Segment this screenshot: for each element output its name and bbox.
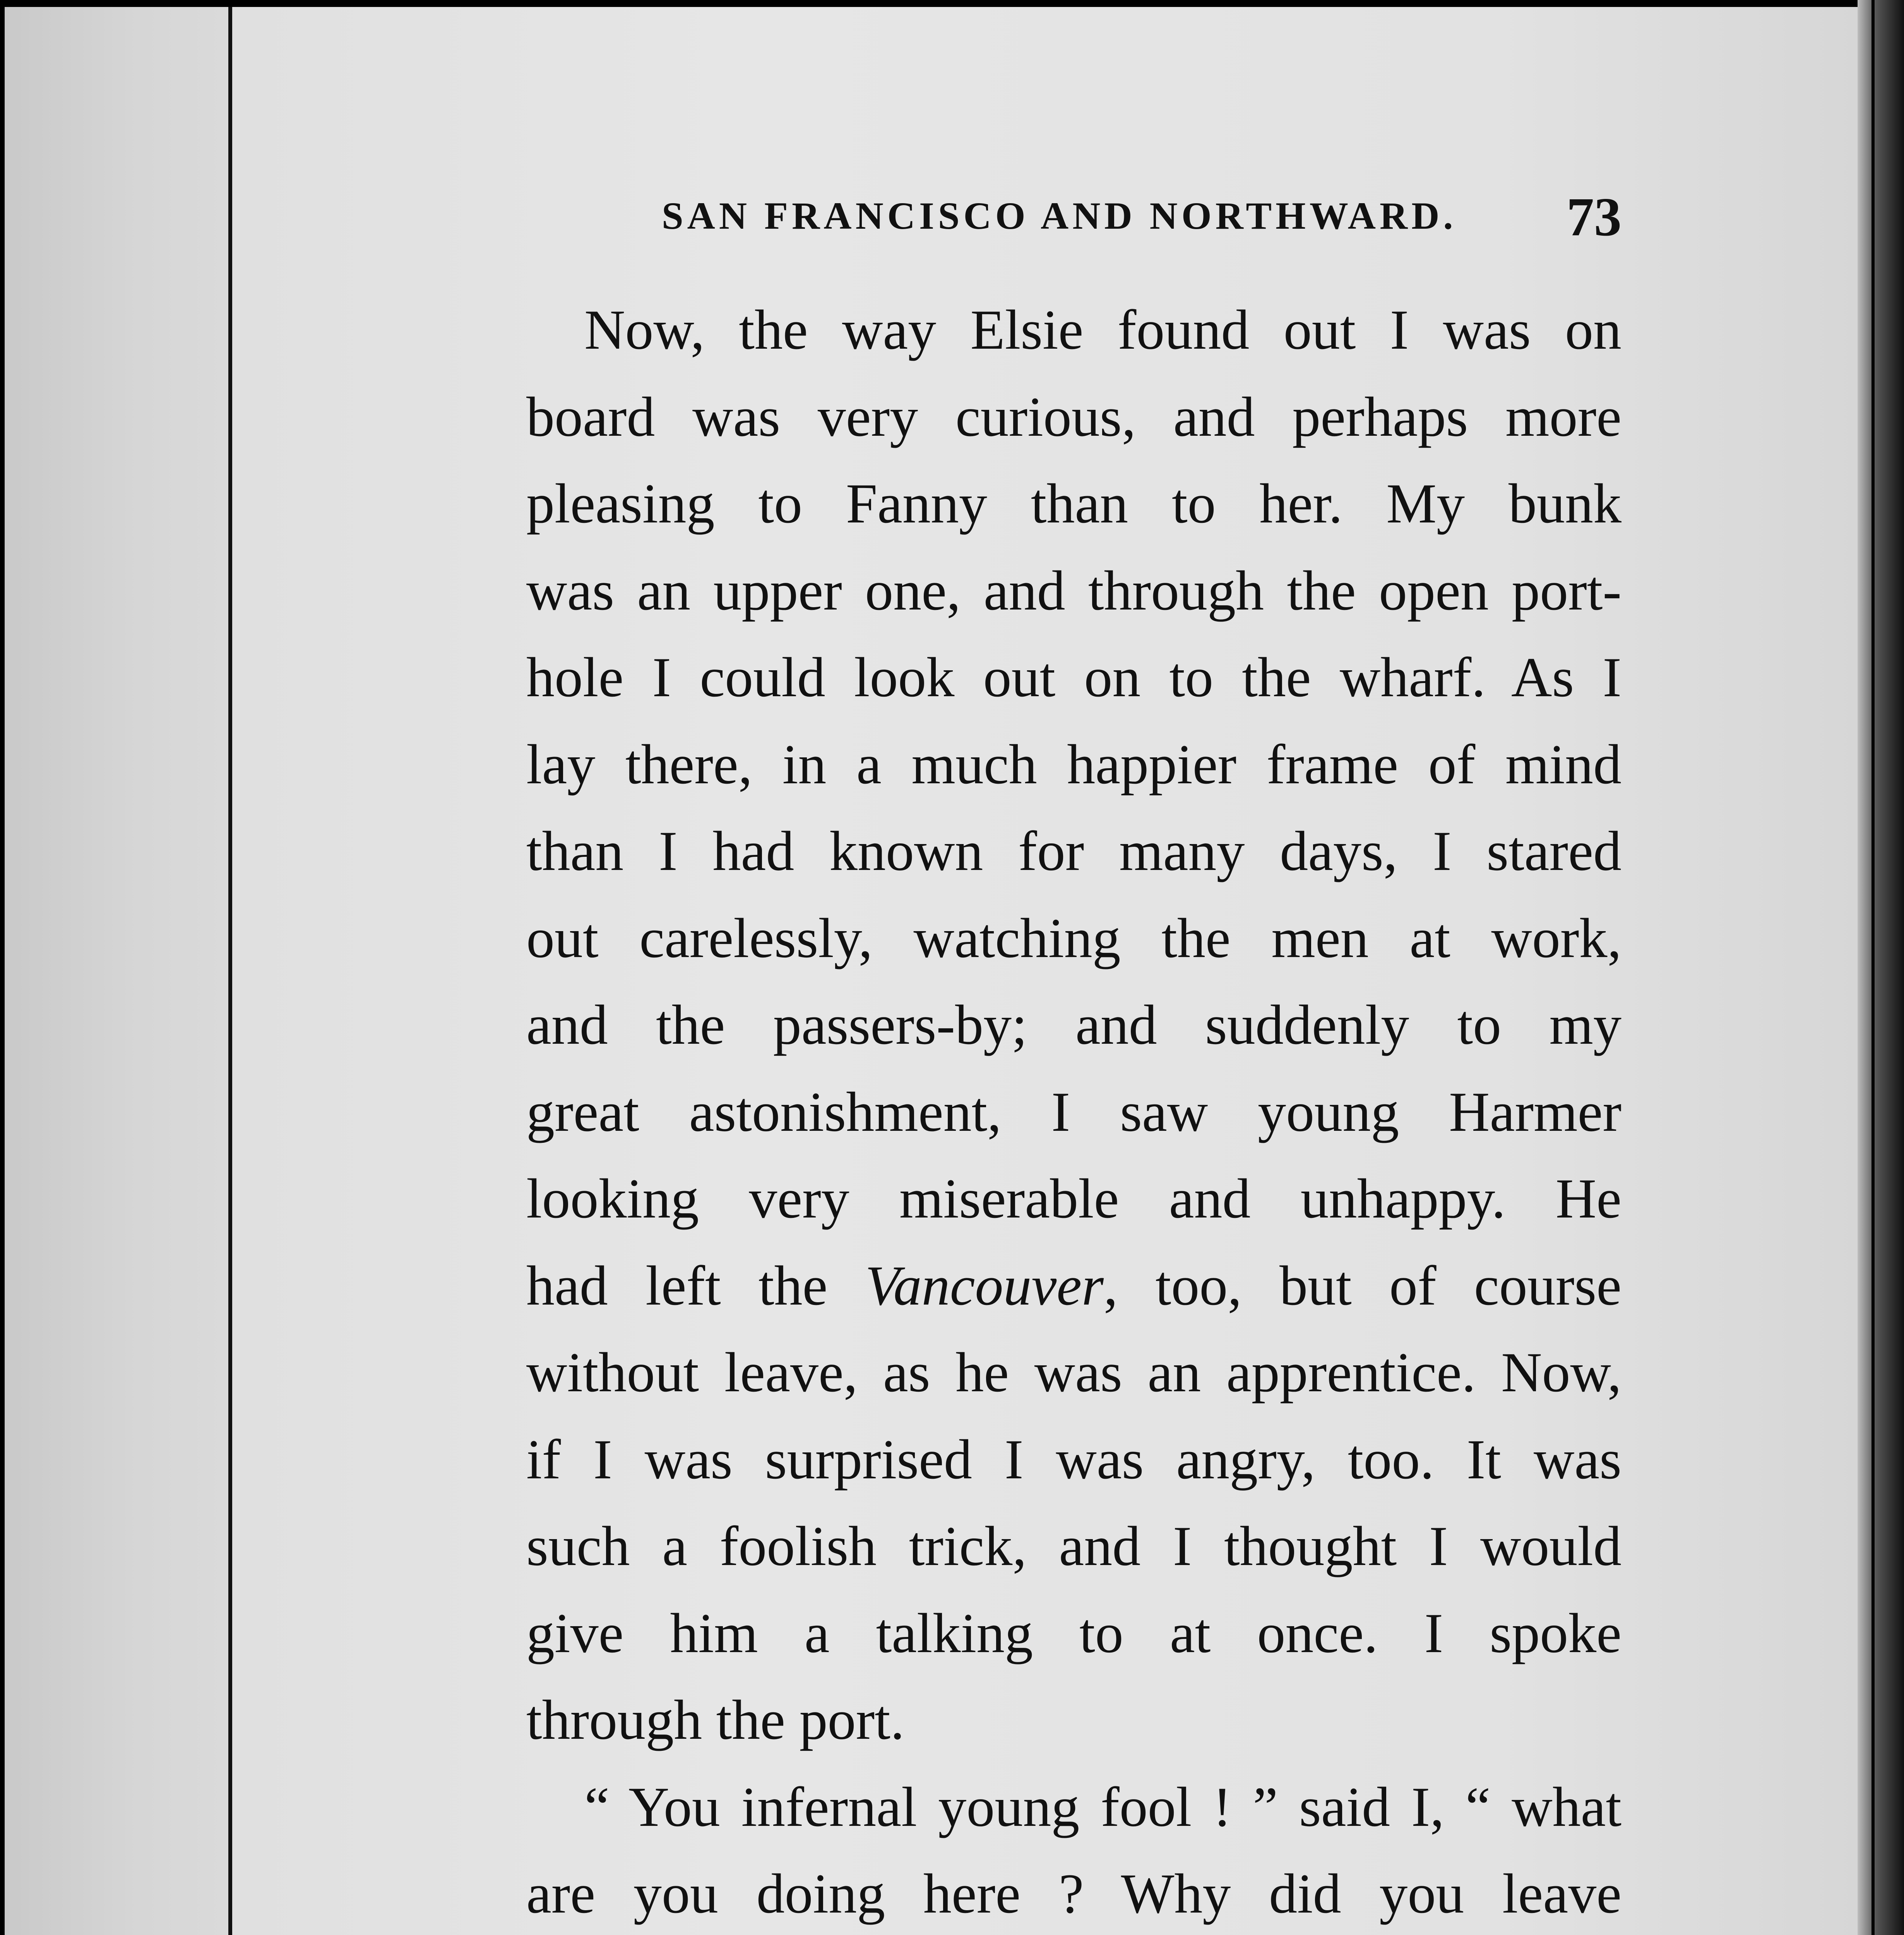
- page-edge-shadow: [1858, 0, 1904, 1935]
- facing-page-margin: [5, 7, 229, 1935]
- text-line: are you doing here ? Why did you leave: [526, 1862, 1621, 1925]
- text-line: give him a talking to at once. I spoke: [526, 1601, 1621, 1664]
- text-line: looking very miserable and unhappy. He: [526, 1167, 1621, 1230]
- text-line: hole I could look out on to the wharf. As I: [526, 646, 1621, 709]
- body-text: [526, 286, 1621, 1935]
- text-line: “ You infernal young fool ! ” said I, “ what: [584, 1775, 1621, 1838]
- text-line: such a foolish trick, and I thought I would: [526, 1515, 1621, 1577]
- line-end: , too, but of course: [1103, 1254, 1621, 1317]
- text-line-with-ship-name: [526, 1242, 1621, 1329]
- ship-name: Vancouver: [865, 1254, 1104, 1317]
- binding-gutter: [228, 7, 232, 1935]
- text-line: if I was surprised I was angry, too. It was: [526, 1428, 1621, 1491]
- page-number: 73: [1567, 186, 1621, 247]
- text-line: was an upper one, and through the open port-: [526, 559, 1621, 622]
- running-head: SAN FRANCISCO AND NORTHWARD.: [662, 194, 1457, 237]
- text-line: without leave, as he was an apprentice. Now,: [526, 1341, 1621, 1404]
- text-line: Now, the way Elsie found out I was on: [584, 298, 1621, 361]
- text-line: than I had known for many days, I stared: [526, 820, 1621, 882]
- page-edge-line: [1871, 0, 1875, 1935]
- text-line: great astonishment, I saw young Harmer: [526, 1080, 1621, 1143]
- text-line: and the passers-by; and suddenly to my: [526, 993, 1621, 1056]
- page-header: [526, 182, 1621, 252]
- line-start: had left the: [526, 1254, 865, 1317]
- text-line: pleasing to Fanny than to her. My bunk: [526, 472, 1621, 535]
- text-line: lay there, in a much happier frame of mind: [526, 733, 1621, 796]
- text-line: through the port.: [526, 1688, 905, 1751]
- text-line: out carelessly, watching the men at work,: [526, 906, 1621, 969]
- text-line: board was very curious, and perhaps more: [526, 385, 1621, 448]
